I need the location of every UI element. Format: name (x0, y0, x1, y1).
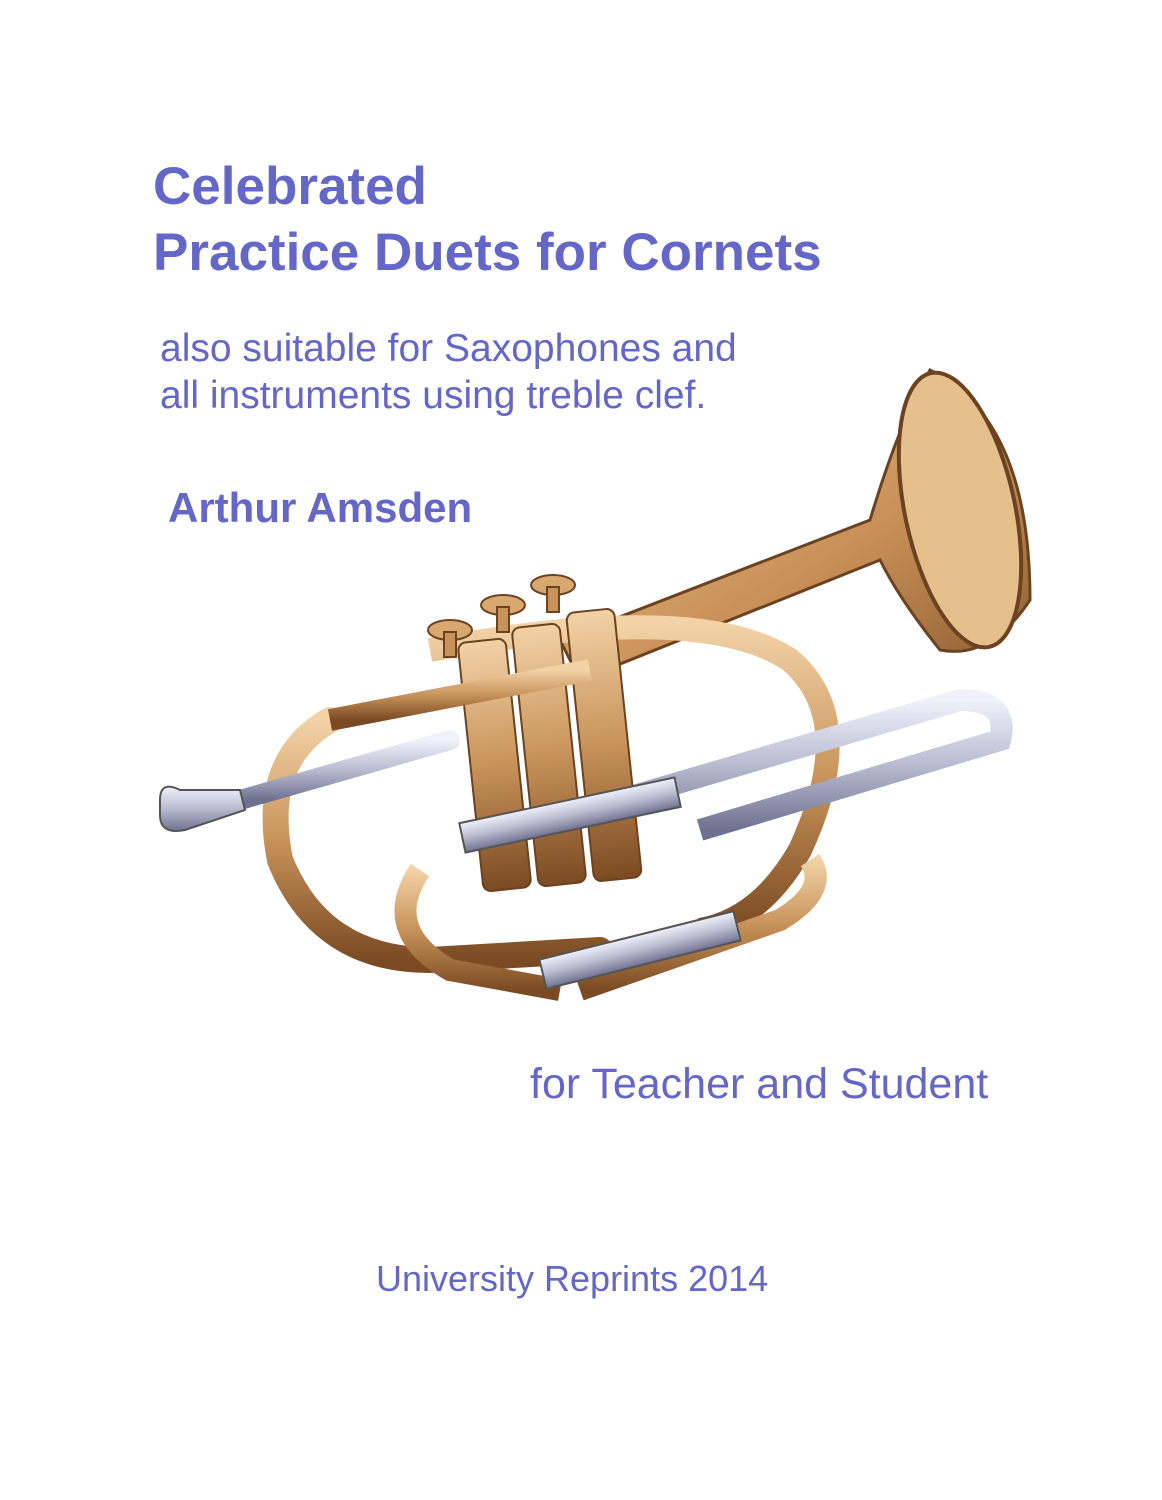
subtitle-line-2: all instruments using treble clef. (160, 374, 707, 417)
tagline: for Teacher and Student (530, 1060, 989, 1108)
publisher: University Reprints 2014 (376, 1258, 769, 1299)
author-name: Arthur Amsden (168, 484, 473, 531)
subtitle-line-1: also suitable for Saxophones and (160, 327, 737, 370)
title-line-1: Celebrated (153, 157, 427, 216)
cornet-illustration (150, 360, 1040, 1010)
title-line-2: Practice Duets for Cornets (153, 223, 822, 282)
